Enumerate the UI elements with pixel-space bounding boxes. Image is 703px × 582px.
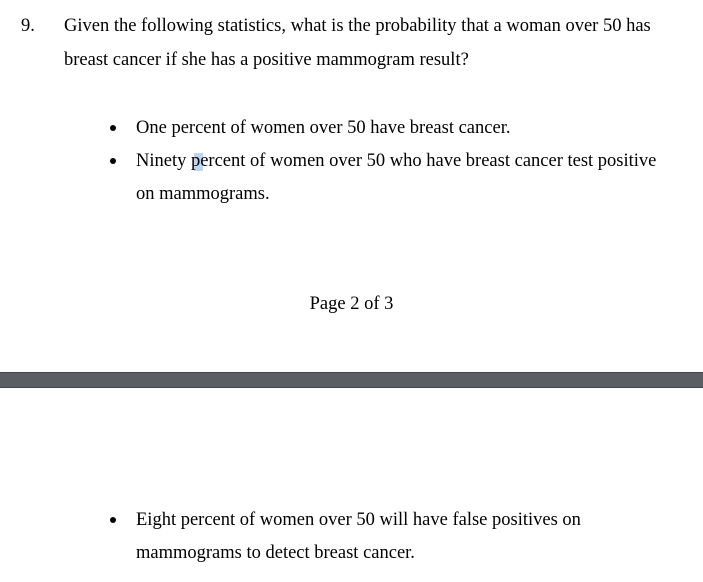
bullet-icon — [110, 125, 116, 131]
bullet-item-1-line-1: One percent of women over 50 have breast cancer. — [136, 118, 511, 138]
bullet-item-2-line-1: Ninety percent of women over 50 who have breast cancer test positive — [136, 151, 657, 171]
question-text-line-1: Given the following statistics, what is the probability that a woman over 50 has — [64, 16, 651, 36]
bullet-item-3-line-1: Eight percent of women over 50 will have false positives on — [136, 510, 581, 530]
bullet-icon — [110, 517, 116, 523]
bullet-item-3-line-2: mammograms to detect breast cancer. — [136, 543, 415, 563]
question-number: 9. — [21, 16, 35, 36]
bullet-item-2-line-2: on mammograms. — [136, 184, 270, 204]
page-footer: Page 2 of 3 — [309, 294, 394, 314]
bullet-icon — [110, 158, 116, 164]
page-separator — [0, 372, 703, 388]
question-text-line-2: breast cancer if she has a positive mammogram result? — [64, 50, 469, 70]
